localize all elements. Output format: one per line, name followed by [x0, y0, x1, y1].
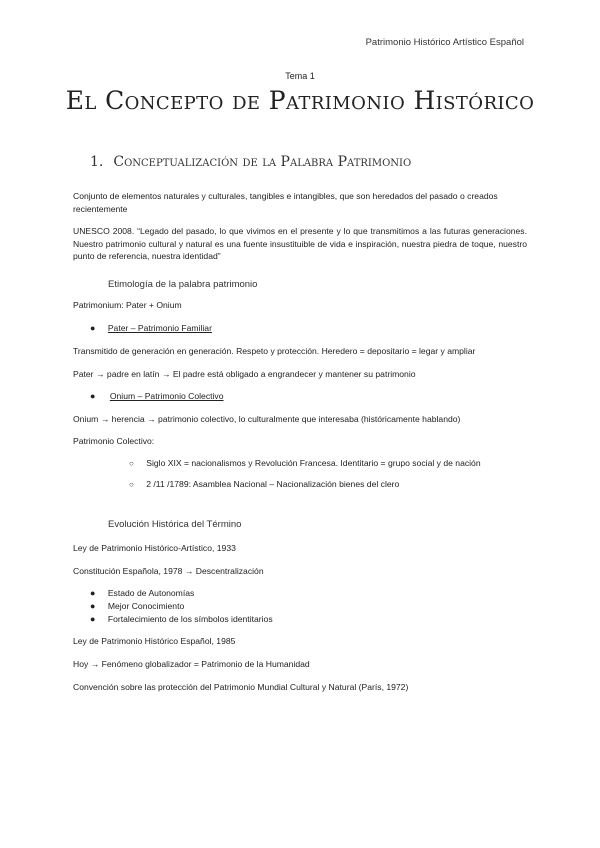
etymology-line: Patrimonium: Pater + Onium [73, 300, 182, 310]
bullet-text: Onium – Patrimonio Colectivo [109, 391, 224, 401]
section-heading [90, 154, 411, 170]
bullet-icon: ● [90, 614, 96, 624]
circle-bullet-icon: ○ [129, 480, 134, 489]
circle-bullet-icon: ○ [129, 459, 134, 468]
paragraph: Transmitido de generación en generación. Respeto y protección. Heredero = depositario = legar y ampliar [73, 346, 476, 356]
bullet-icon: ● [90, 588, 96, 598]
paragraph: Ley de Patrimonio Histórico-Artístico, 1933 [73, 543, 236, 553]
unesco-paragraph: UNESCO 2008. “Legado del pasado, lo que vivimos en el presente y lo que transmitimos a las futuras generaciones. Nuestro patrimonio cultural y natural es una fuente insustituible de vida e inspiración, nuestra piedra de toque, nuestro punto de referencia, nuestra identidad” [73, 226, 527, 261]
bullet-text: Estado de Autonomías [107, 588, 195, 598]
sub-bullet-text: 2 /11 /1789: Asamblea Nacional – Nacionalización bienes del clero [146, 479, 400, 489]
bullet-icon: ● [90, 601, 96, 611]
sub-bullet-text: Siglo XIX = nacionalismos y Revolución Francesa. Identitario = grupo social y de nación [146, 458, 481, 468]
bullet-text: Pater – Patrimonio Familiar [107, 323, 212, 333]
paragraph: Patrimonio Colectivo: [73, 436, 155, 446]
paragraph: Ley de Patrimonio Histórico Español, 1985 [73, 636, 236, 646]
bullet-item [90, 587, 194, 600]
sub-bullet-item [129, 457, 481, 471]
bullet-text: Fortalecimiento de los símbolos identitarios [107, 614, 273, 624]
paragraph: Hoy → Fenómeno globalizador = Patrimonio de la Humanidad [73, 659, 310, 669]
sub-bullet-item [129, 478, 399, 492]
bullet-text: Mejor Conocimiento [107, 601, 185, 611]
bullet-icon: ● [90, 323, 96, 333]
paragraph: Pater → padre en latín → El padre está obligado a engrandecer y mantener su patrimonio [73, 369, 416, 379]
section-number: 1. [90, 154, 104, 170]
section-title: Conceptualización de la Palabra Patrimonio [113, 154, 412, 170]
etymology-heading: Etimología de la palabra patrimonio [108, 279, 258, 290]
paragraph: Onium → herencia → patrimonio colectivo, lo culturalmente que interesaba (históricamente hablando) [73, 414, 461, 424]
tema-label: Tema 1 [285, 71, 315, 81]
evolution-heading: Evolución Histórica del Término [108, 519, 242, 530]
document-title: El Concepto de Patrimonio Histórico [65, 86, 535, 115]
paragraph: Convención sobre las protección del Patrimonio Mundial Cultural y Natural (París, 1972) [73, 682, 409, 692]
paragraph: Constitución Española, 1978 → Descentralización [73, 566, 264, 576]
bullet-item [90, 322, 212, 335]
bullet-item [90, 600, 184, 613]
definition-paragraph: Conjunto de elementos naturales y culturales, tangibles e intangibles, que son heredados del pasado o creados recientemente [73, 191, 498, 214]
running-header: Patrimonio Histórico Artístico Español [365, 37, 524, 48]
bullet-item [90, 390, 224, 403]
bullet-icon: ● [90, 391, 96, 401]
bullet-item [90, 613, 273, 626]
